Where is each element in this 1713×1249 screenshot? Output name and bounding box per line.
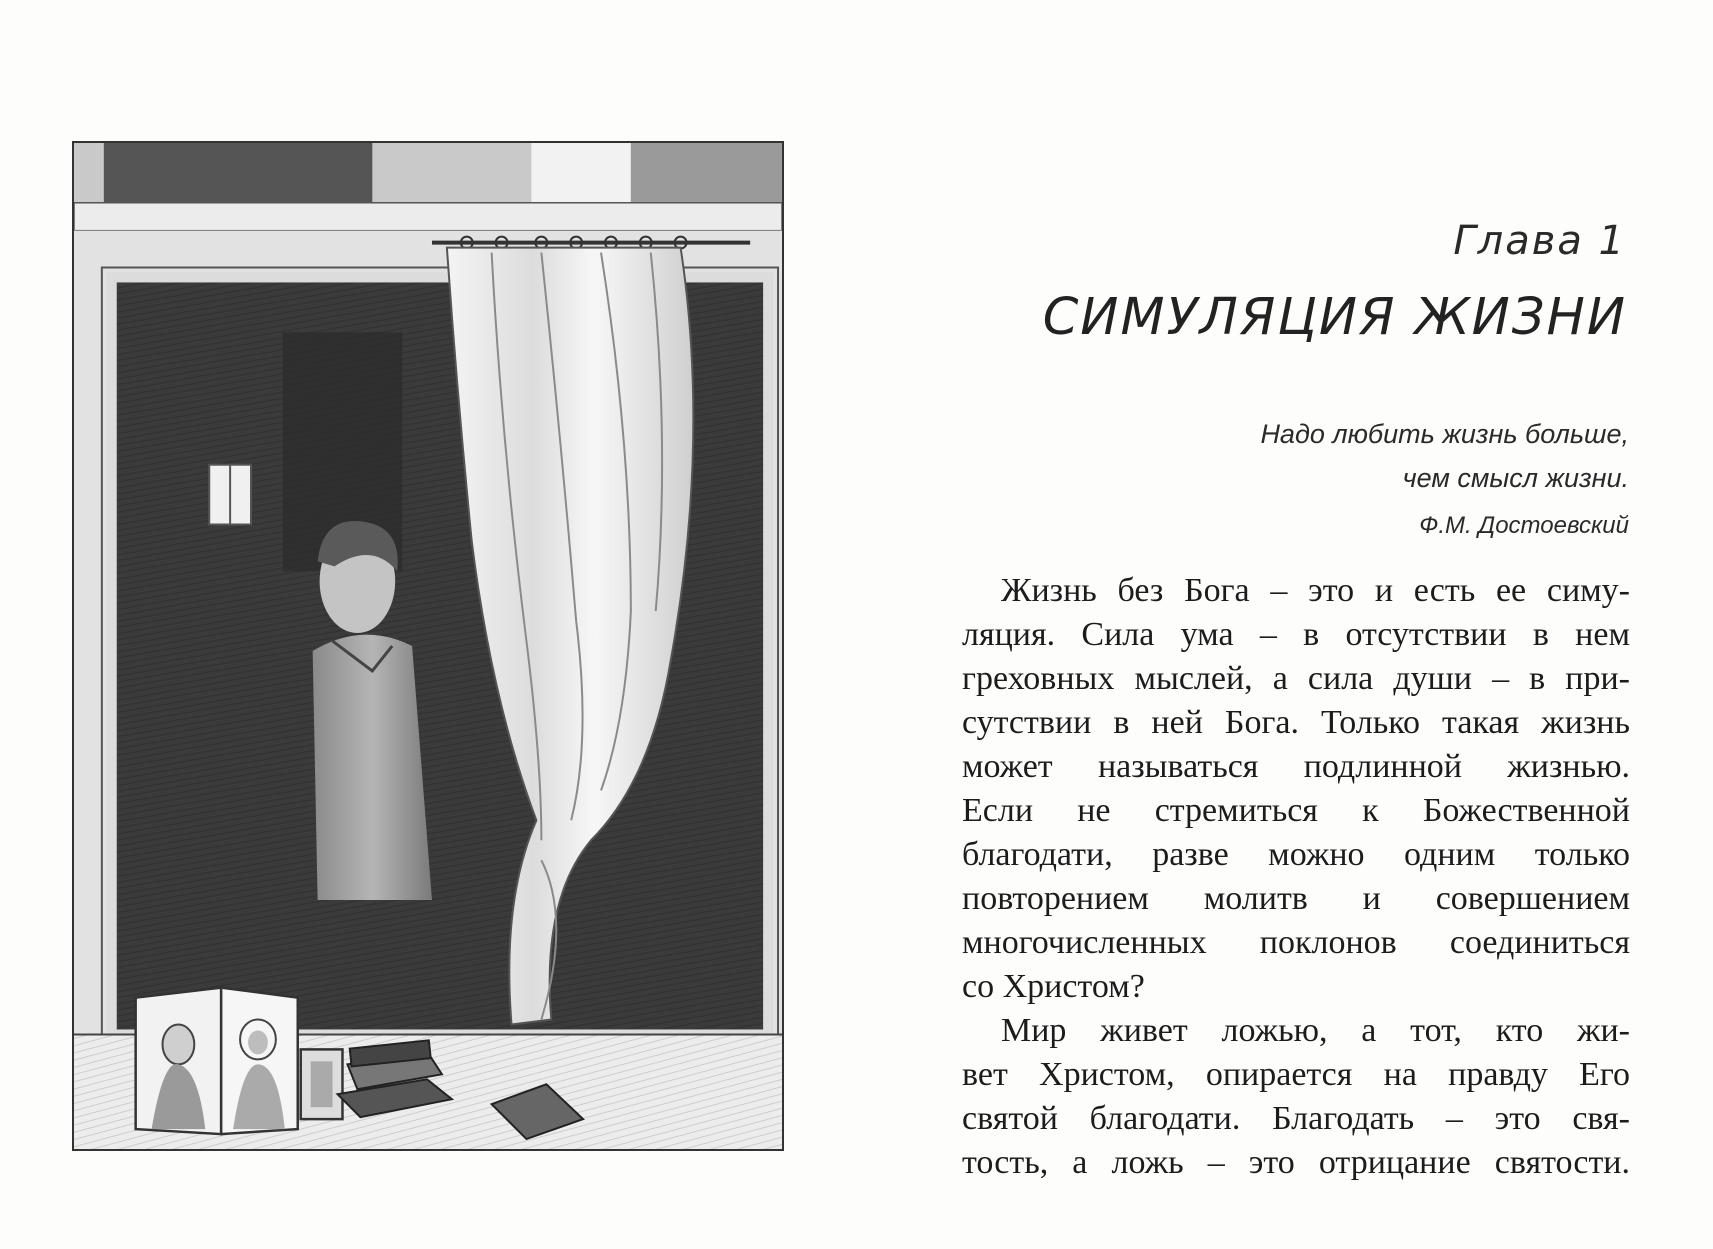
body-text [962,569,1630,1185]
body-line: многочисленных поклонов соединиться [962,924,1630,961]
body-line: ляция. Сила ума – в отсутствии в нем [962,616,1630,653]
epigraph-line: чем смысл жизни. [1402,463,1629,493]
body-line: повторением молитв и совершением [962,880,1630,917]
body-line: благодати, разве можно одним только [962,836,1630,873]
chapter-label: Глава 1 [1453,218,1626,264]
body-line: Жизнь без Бога – это и есть ее симу- [1001,572,1630,609]
chapter-title: СИМУЛЯЦИЯ ЖИЗНИ [1042,288,1627,347]
body-line: тость, а ложь – это отрицание святости. [962,1144,1630,1181]
window-frame-top [74,203,782,231]
transom-glass-bright [531,143,630,203]
epigraph-author: Ф.М. Достоевский [1419,512,1629,539]
body-line: сутствии в ней Бога. Только такая жизнь [962,704,1630,741]
body-line: греховных мыслей, а сила души – в при- [962,660,1630,697]
illustration-window-scene [72,141,784,1151]
body-line: Если не стремиться к Божественной [962,792,1630,829]
body-line: вет Христом, опирается на правду Его [962,1056,1630,1093]
body-line: святой благодати. Благодать – это свя- [962,1100,1630,1137]
body-line: Мир живет ложью, а тот, кто жи- [1001,1012,1630,1049]
body-line: со Христом? [962,968,1145,1005]
body-line: может называться подлинной жизнью. [962,748,1630,785]
epigraph [1029,412,1629,548]
epigraph-line: Надо любить жизнь больше, [1260,419,1629,449]
transom-glass-right [631,143,782,203]
transom-glass-left [104,143,372,203]
pencil-drawing [74,143,782,1149]
